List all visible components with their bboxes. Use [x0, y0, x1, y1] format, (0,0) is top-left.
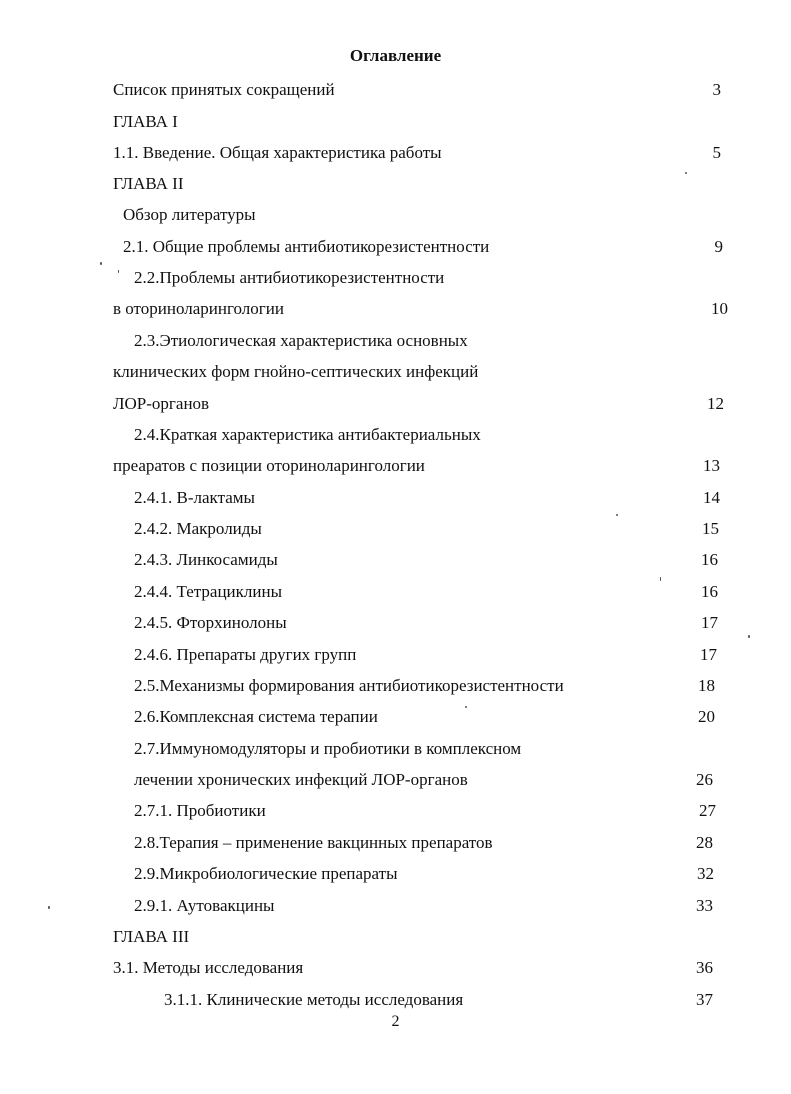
toc-entry-page: 3: [712, 80, 721, 99]
toc-entry-text: 3.1. Методы исследования: [113, 958, 304, 977]
toc-entry-text: ЛОР-органов: [113, 394, 210, 413]
toc-entry-text: 2.4.4. Тетрациклины: [134, 582, 283, 601]
toc-entry-text: 1.1. Введение. Общая характеристика работы: [113, 143, 442, 162]
toc-chapter-heading: ГЛАВА II: [113, 174, 184, 193]
toc-entry-text: 2.4.Краткая характеристика антибактериальных: [134, 425, 481, 444]
scan-speck: [660, 577, 661, 581]
toc-chapter-heading: ГЛАВА III: [113, 927, 190, 946]
toc-entry-page: 26: [696, 770, 713, 789]
toc-entry-text: 2.4.1. В-лактамы: [134, 488, 255, 507]
toc-entry-text: Список принятых сокращений: [113, 80, 335, 99]
toc-chapter-heading: ГЛАВА I: [113, 112, 178, 131]
toc-entry-page: 18: [698, 676, 715, 695]
toc-entry-text: 2.5.Механизмы формирования антибиотикорезистентности: [134, 676, 564, 695]
toc-entry-page: 27: [699, 801, 716, 820]
toc-entry-page: 15: [702, 519, 719, 538]
toc-entry-page: 17: [700, 645, 717, 664]
toc-entry-text: 2.6.Комплексная система терапии: [134, 707, 378, 726]
toc-entry-page: 13: [703, 456, 720, 475]
toc-entry-text: в оториноларингологии: [113, 299, 284, 318]
toc-entry-text: 2.7.Иммуномодуляторы и пробиотики в комплексном: [134, 739, 522, 758]
toc-title: Оглавление: [349, 46, 442, 65]
toc-entry-text: 2.3.Этиологическая характеристика основных: [134, 331, 468, 350]
toc-entry-text: 2.4.2. Макролиды: [134, 519, 262, 538]
scan-speck: [616, 514, 618, 516]
toc-entry-page: 20: [698, 707, 715, 726]
toc-entry-page: 9: [714, 237, 723, 256]
toc-entry-text: лечении хронических инфекций ЛОР-органов: [134, 770, 468, 789]
scan-speck: [748, 635, 750, 638]
toc-entry-text: 2.4.6. Препараты других групп: [134, 645, 357, 664]
scan-speck: [685, 172, 687, 174]
scan-speck: [48, 906, 50, 909]
toc-entry-page: 16: [701, 550, 718, 569]
toc-entry-text: 2.2.Проблемы антибиотикорезистентности: [134, 268, 445, 287]
toc-entry-page: 14: [703, 488, 720, 507]
toc-entry-page: 17: [701, 613, 718, 632]
toc-entry-text: 2.9.1. Аутовакцины: [134, 896, 275, 915]
scan-speck: [465, 706, 467, 708]
toc-entry-page: 36: [696, 958, 713, 977]
page-number: 2: [391, 1013, 400, 1030]
toc-entry-page: 5: [712, 143, 721, 162]
toc-entry-page: 28: [696, 833, 713, 852]
toc-entry-text: 3.1.1. Клинические методы исследования: [164, 990, 464, 1009]
scan-speck: [118, 270, 119, 273]
toc-entry-text: 2.8.Терапия – применение вакцинных препаратов: [134, 833, 493, 852]
toc-entry-text: 2.7.1. Пробиотики: [134, 801, 266, 820]
toc-entry-page: 37: [696, 990, 713, 1009]
toc-entry-page: 12: [707, 394, 724, 413]
scan-speck: [100, 262, 102, 265]
toc-entry-text: 2.9.Микробиологические препараты: [134, 864, 398, 883]
toc-section-heading: Обзор литературы: [123, 205, 256, 224]
toc-entry-text: 2.1. Общие проблемы антибиотикорезистентности: [123, 237, 490, 256]
toc-entry-text: клинических форм гнойно-септических инфекций: [113, 362, 479, 381]
toc-entry-text: 2.4.3. Линкосамиды: [134, 550, 278, 569]
toc-entry-page: 16: [701, 582, 718, 601]
toc-entry-page: 10: [711, 299, 728, 318]
toc-entry-page: 32: [697, 864, 714, 883]
toc-entry-text: 2.4.5. Фторхинолоны: [134, 613, 287, 632]
toc-entry-page: 33: [696, 896, 713, 915]
toc-entry-text: преаратов с позиции оториноларингологии: [113, 456, 425, 475]
